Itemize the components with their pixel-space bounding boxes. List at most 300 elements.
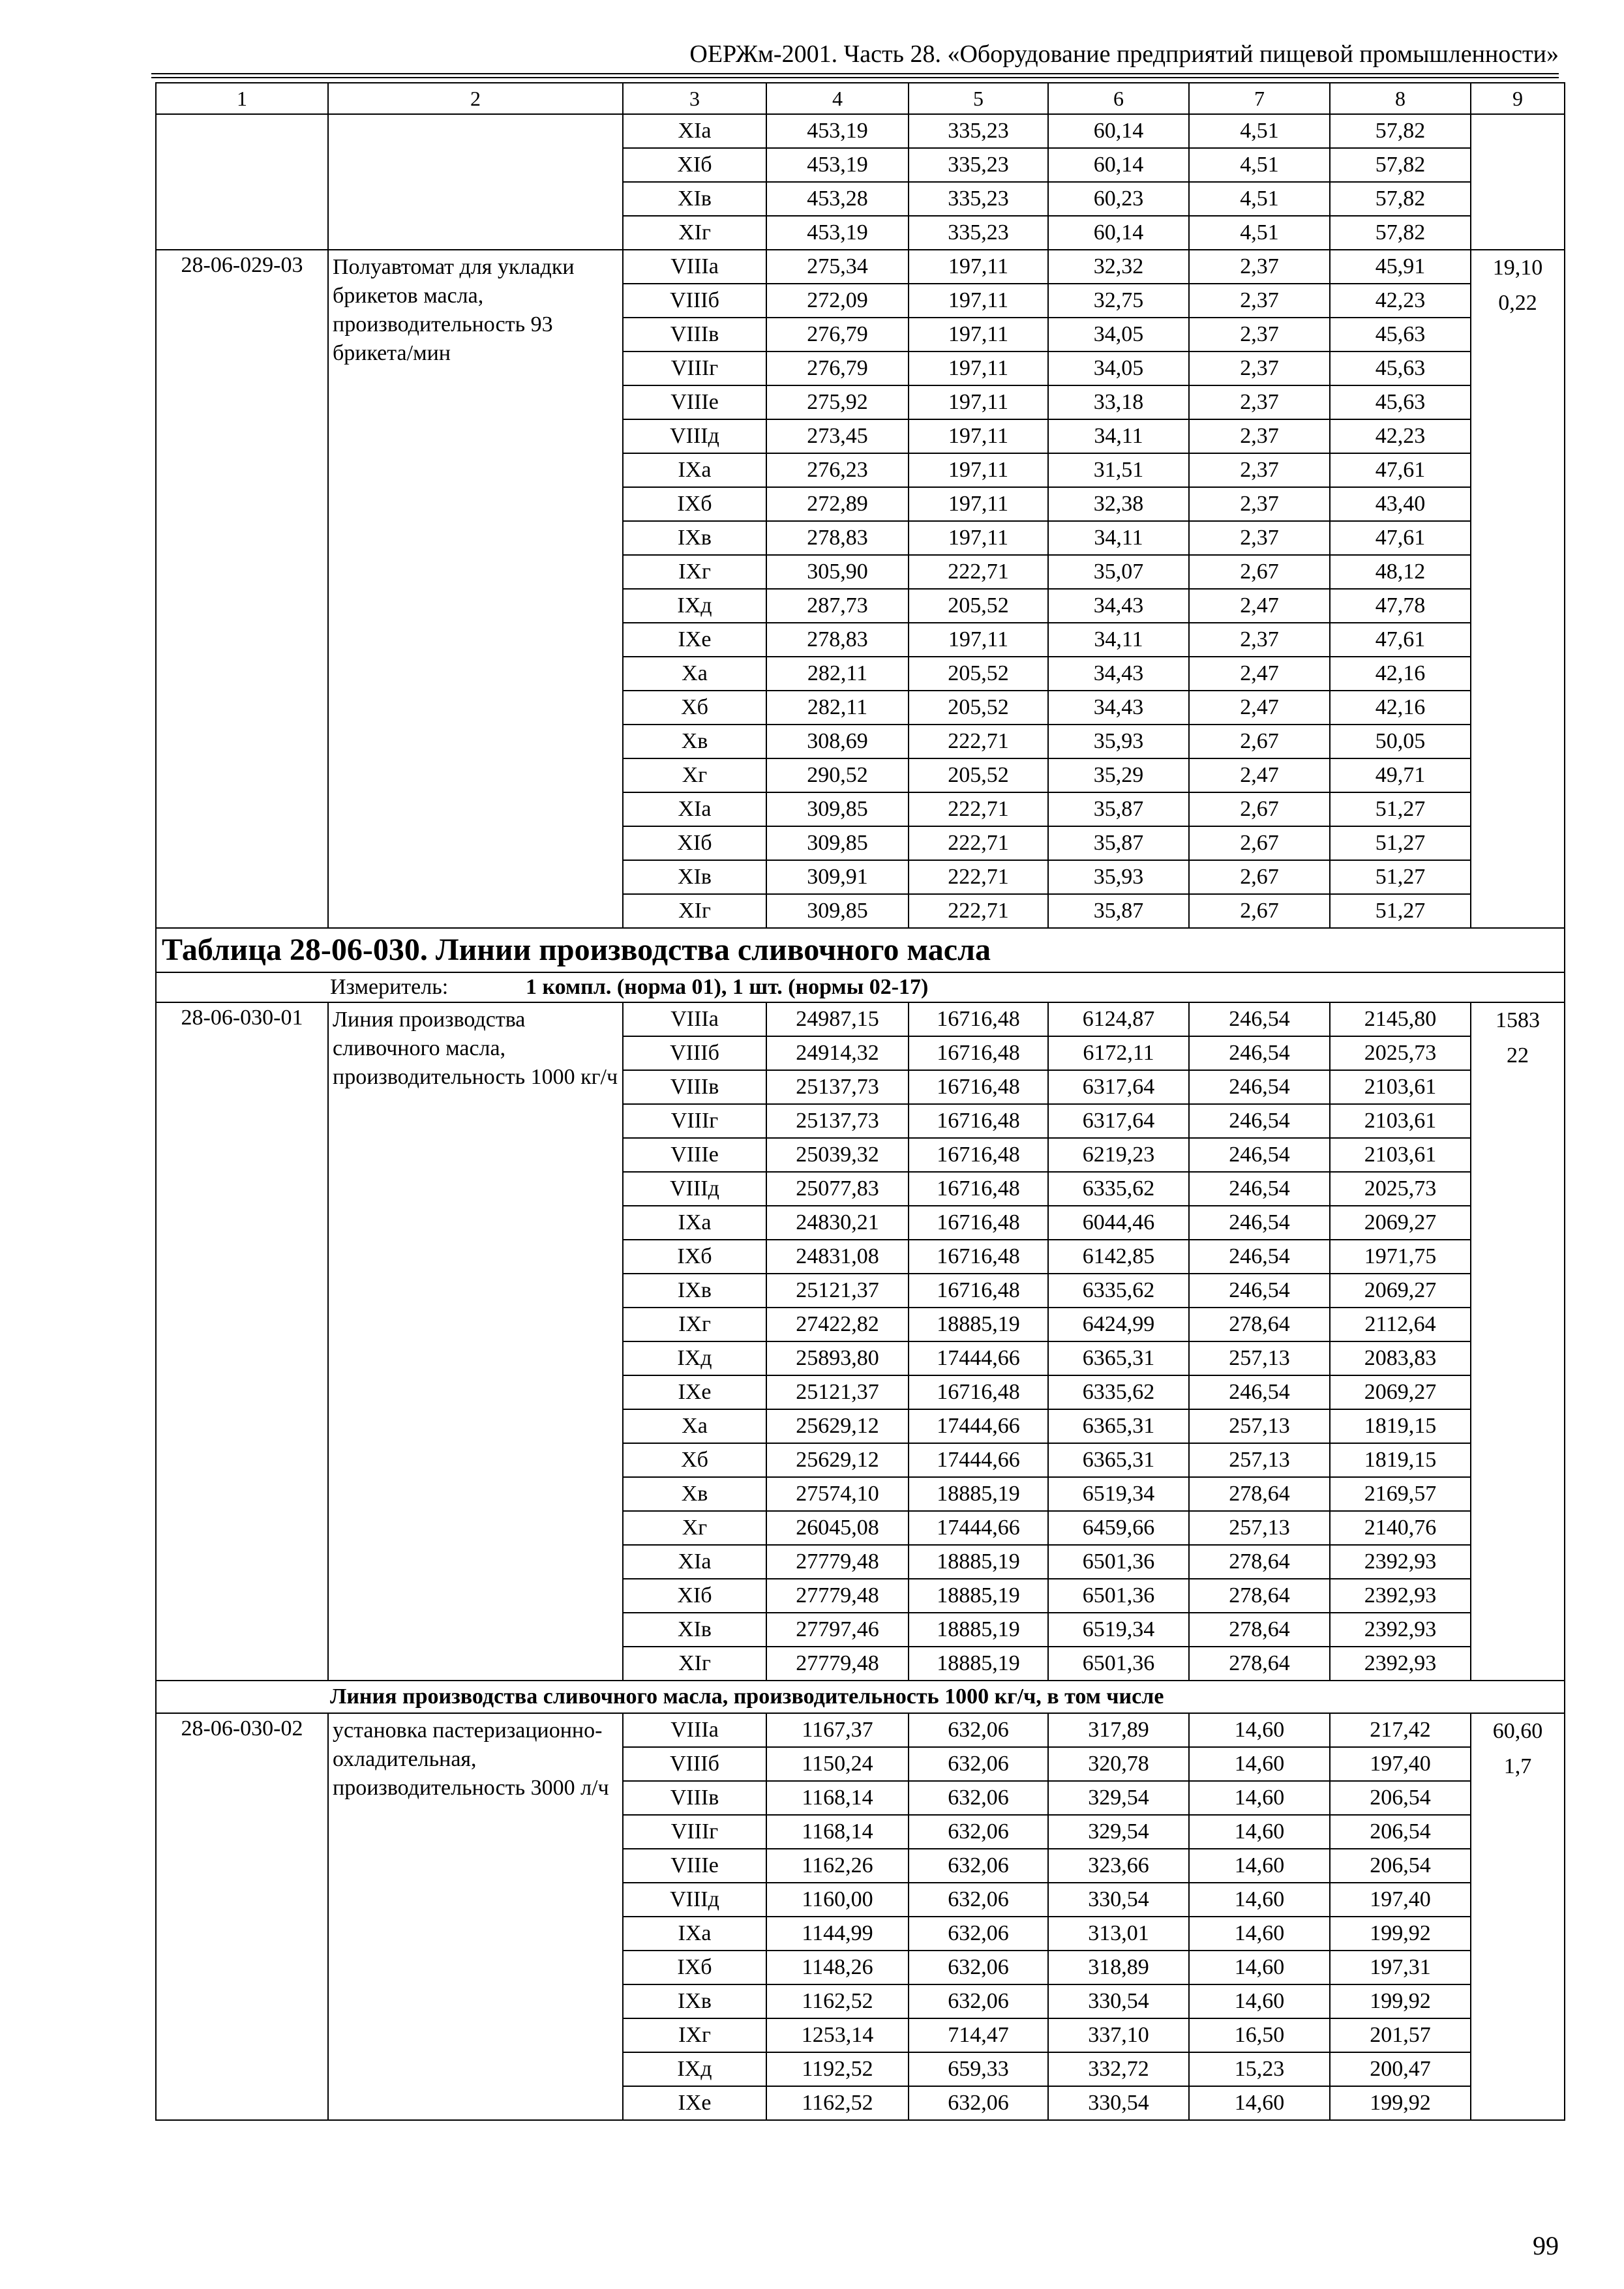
zone-code: VIIIб [623, 1036, 766, 1070]
zone-code: Xб [623, 691, 766, 725]
materials: 48,12 [1330, 555, 1471, 589]
total-cost: 1168,14 [766, 1815, 909, 1849]
machinist-wages: 2,67 [1189, 725, 1330, 758]
total-cost: 25893,80 [766, 1341, 909, 1375]
wages: 197,11 [909, 487, 1048, 521]
machinist-wages: 2,37 [1189, 453, 1330, 487]
machinist-wages: 4,51 [1189, 182, 1330, 216]
machine-operation: 6424,99 [1048, 1308, 1189, 1341]
total-cost: 309,85 [766, 894, 909, 928]
wages: 205,52 [909, 758, 1048, 792]
column-number: 3 [623, 83, 766, 114]
machine-operation: 337,10 [1048, 2018, 1189, 2052]
materials: 2069,27 [1330, 1375, 1471, 1409]
wages: 205,52 [909, 589, 1048, 623]
materials: 217,42 [1330, 1713, 1471, 1747]
machine-operation: 60,23 [1048, 182, 1189, 216]
materials: 51,27 [1330, 792, 1471, 826]
machine-operation: 6317,64 [1048, 1070, 1189, 1104]
rate-description: Полуавтомат для укладки брикетов масла, производительность 93 брикета/мин [328, 250, 623, 928]
column-number: 6 [1048, 83, 1189, 114]
materials: 2112,64 [1330, 1308, 1471, 1341]
machinist-wages: 16,50 [1189, 2018, 1330, 2052]
total-cost: 24831,08 [766, 1240, 909, 1274]
machinist-wages: 2,37 [1189, 385, 1330, 419]
zone-code: IXе [623, 1375, 766, 1409]
total-cost: 25629,12 [766, 1409, 909, 1443]
materials: 199,92 [1330, 2086, 1471, 2120]
zone-code: IXа [623, 1206, 766, 1240]
zone-code: IXе [623, 2086, 766, 2120]
total-cost: 1192,52 [766, 2052, 909, 2086]
wages: 632,06 [909, 1815, 1048, 1849]
wages: 18885,19 [909, 1613, 1048, 1647]
materials: 47,61 [1330, 453, 1471, 487]
materials: 2025,73 [1330, 1172, 1471, 1206]
zone-code: IXв [623, 1274, 766, 1308]
materials: 45,91 [1330, 250, 1471, 284]
total-cost: 25121,37 [766, 1375, 909, 1409]
machinist-wages: 15,23 [1189, 2052, 1330, 2086]
machinist-wages: 278,64 [1189, 1647, 1330, 1681]
machinist-wages: 2,47 [1189, 691, 1330, 725]
zone-code: XIа [623, 114, 766, 148]
materials: 42,16 [1330, 657, 1471, 691]
total-cost: 453,19 [766, 148, 909, 182]
materials: 1819,15 [1330, 1443, 1471, 1477]
total-cost: 305,90 [766, 555, 909, 589]
machine-operation: 330,54 [1048, 1883, 1189, 1917]
materials: 2069,27 [1330, 1206, 1471, 1240]
rate-description: Линия производства сливочного масла, производительность 1000 кг/ч [328, 1002, 623, 1681]
machine-operation: 6317,64 [1048, 1104, 1189, 1138]
machine-operation: 330,54 [1048, 2086, 1189, 2120]
wages: 16716,48 [909, 1070, 1048, 1104]
machine-operation: 34,05 [1048, 352, 1189, 385]
total-cost: 282,11 [766, 691, 909, 725]
machine-operation: 6459,66 [1048, 1511, 1189, 1545]
machinist-wages: 246,54 [1189, 1138, 1330, 1172]
machinist-wages: 278,64 [1189, 1477, 1330, 1511]
wages: 197,11 [909, 250, 1048, 284]
materials: 57,82 [1330, 148, 1471, 182]
wages: 714,47 [909, 2018, 1048, 2052]
materials: 2083,83 [1330, 1341, 1471, 1375]
machine-operation: 6142,85 [1048, 1240, 1189, 1274]
zone-code: VIIIб [623, 284, 766, 318]
rate-description: установка пастеризационно-охладительная, производительность 3000 л/ч [328, 1713, 623, 2120]
total-cost: 309,85 [766, 792, 909, 826]
machinist-wages: 278,64 [1189, 1545, 1330, 1579]
total-cost: 275,34 [766, 250, 909, 284]
materials: 2140,76 [1330, 1511, 1471, 1545]
total-cost: 1144,99 [766, 1917, 909, 1951]
total-cost: 453,19 [766, 114, 909, 148]
materials: 57,82 [1330, 182, 1471, 216]
wages: 16716,48 [909, 1240, 1048, 1274]
zone-code: IXб [623, 1240, 766, 1274]
wages: 632,06 [909, 1984, 1048, 2018]
wages: 335,23 [909, 114, 1048, 148]
zone-code: VIIIд [623, 419, 766, 453]
machinist-wages: 4,51 [1189, 114, 1330, 148]
machinist-wages: 4,51 [1189, 148, 1330, 182]
wages: 335,23 [909, 148, 1048, 182]
materials: 199,92 [1330, 1984, 1471, 2018]
total-cost: 25137,73 [766, 1070, 909, 1104]
total-cost: 1160,00 [766, 1883, 909, 1917]
materials: 200,47 [1330, 2052, 1471, 2086]
wages: 205,52 [909, 657, 1048, 691]
measure-cell [156, 972, 1565, 1002]
machine-operation: 35,87 [1048, 792, 1189, 826]
materials: 199,92 [1330, 1917, 1471, 1951]
machine-operation: 330,54 [1048, 1984, 1189, 2018]
materials: 206,54 [1330, 1815, 1471, 1849]
column-number: 8 [1330, 83, 1471, 114]
zone-code: IXе [623, 623, 766, 657]
machinist-wages: 2,67 [1189, 860, 1330, 894]
zone-code: XIб [623, 826, 766, 860]
zone-code: VIIIа [623, 250, 766, 284]
zone-code: XIб [623, 1579, 766, 1613]
zone-code: VIIIв [623, 1781, 766, 1815]
materials: 43,40 [1330, 487, 1471, 521]
total-cost: 26045,08 [766, 1511, 909, 1545]
rate-code: 28-06-030-02 [156, 1713, 328, 2120]
machinist-wages: 14,60 [1189, 1781, 1330, 1815]
machinist-wages: 2,37 [1189, 521, 1330, 555]
zone-code: VIIIд [623, 1172, 766, 1206]
wages: 16716,48 [909, 1375, 1048, 1409]
wages: 197,11 [909, 284, 1048, 318]
page-number: 99 [1533, 2231, 1559, 2260]
zone-code: IXв [623, 1984, 766, 2018]
zone-code: Xв [623, 725, 766, 758]
table-row [156, 1713, 1565, 1747]
wages: 16716,48 [909, 1104, 1048, 1138]
zone-code: IXд [623, 1341, 766, 1375]
total-cost: 273,45 [766, 419, 909, 453]
materials: 1819,15 [1330, 1409, 1471, 1443]
zone-code: Xб [623, 1443, 766, 1477]
machine-operation: 6335,62 [1048, 1172, 1189, 1206]
column-number: 9 [1471, 83, 1565, 114]
machine-operation: 6501,36 [1048, 1647, 1189, 1681]
measure-value: 1 компл. (норма 01), 1 шт. (нормы 02-17) [526, 975, 929, 999]
machine-operation: 32,32 [1048, 250, 1189, 284]
wages: 16716,48 [909, 1036, 1048, 1070]
machine-operation: 60,14 [1048, 216, 1189, 250]
machine-operation: 6335,62 [1048, 1375, 1189, 1409]
labor-workers: 60,60 [1492, 1719, 1543, 1743]
column-number: 4 [766, 83, 909, 114]
total-cost: 27574,10 [766, 1477, 909, 1511]
machine-operation: 323,66 [1048, 1849, 1189, 1883]
total-cost: 1162,52 [766, 2086, 909, 2120]
machinist-wages: 2,37 [1189, 250, 1330, 284]
zone-code: IXб [623, 1951, 766, 1984]
materials: 2392,93 [1330, 1613, 1471, 1647]
table-title: Таблица 28-06-030. Линии производства сливочного масла [156, 928, 1565, 972]
total-cost: 1162,26 [766, 1849, 909, 1883]
machinist-wages: 2,37 [1189, 284, 1330, 318]
rates-table [155, 82, 1565, 2121]
machine-operation: 332,72 [1048, 2052, 1189, 2086]
zone-code: IXа [623, 453, 766, 487]
section-heading-row [156, 1681, 1565, 1713]
zone-code: XIг [623, 216, 766, 250]
zone-code: IXг [623, 1308, 766, 1341]
total-cost: 275,92 [766, 385, 909, 419]
zone-code: IXд [623, 2052, 766, 2086]
zone-code: VIIIв [623, 1070, 766, 1104]
machinist-wages: 246,54 [1189, 1070, 1330, 1104]
wages: 16716,48 [909, 1138, 1048, 1172]
wages: 17444,66 [909, 1443, 1048, 1477]
wages: 18885,19 [909, 1308, 1048, 1341]
machinist-wages: 2,37 [1189, 318, 1330, 352]
labor-costs [1471, 1713, 1565, 2120]
materials: 47,61 [1330, 521, 1471, 555]
zone-code: XIв [623, 1613, 766, 1647]
wages: 18885,19 [909, 1579, 1048, 1613]
machinist-wages: 246,54 [1189, 1104, 1330, 1138]
machinist-wages: 257,13 [1189, 1443, 1330, 1477]
wages: 222,71 [909, 792, 1048, 826]
total-cost: 25121,37 [766, 1274, 909, 1308]
machine-operation: 329,54 [1048, 1781, 1189, 1815]
total-cost: 25629,12 [766, 1443, 909, 1477]
total-cost: 27779,48 [766, 1647, 909, 1681]
labor-machinists: 22 [1507, 1043, 1529, 1068]
wages: 632,06 [909, 1917, 1048, 1951]
wages: 197,11 [909, 352, 1048, 385]
zone-code: IXг [623, 555, 766, 589]
wages: 632,06 [909, 1781, 1048, 1815]
wages: 17444,66 [909, 1511, 1048, 1545]
wages: 197,11 [909, 623, 1048, 657]
total-cost: 27779,48 [766, 1579, 909, 1613]
zone-code: VIIIе [623, 1849, 766, 1883]
machinist-wages: 2,67 [1189, 826, 1330, 860]
total-cost: 278,83 [766, 623, 909, 657]
machine-operation: 6044,46 [1048, 1206, 1189, 1240]
machine-operation: 6519,34 [1048, 1477, 1189, 1511]
wages: 18885,19 [909, 1545, 1048, 1579]
total-cost: 1148,26 [766, 1951, 909, 1984]
machinist-wages: 257,13 [1189, 1409, 1330, 1443]
zone-code: VIIIа [623, 1713, 766, 1747]
total-cost: 24830,21 [766, 1206, 909, 1240]
total-cost: 25137,73 [766, 1104, 909, 1138]
rate-code-empty [156, 114, 328, 250]
total-cost: 287,73 [766, 589, 909, 623]
wages: 335,23 [909, 216, 1048, 250]
wages: 659,33 [909, 2052, 1048, 2086]
materials: 197,31 [1330, 1951, 1471, 1984]
machine-operation: 34,05 [1048, 318, 1189, 352]
machine-operation: 34,43 [1048, 589, 1189, 623]
wages: 18885,19 [909, 1647, 1048, 1681]
wages: 222,71 [909, 826, 1048, 860]
wages: 16716,48 [909, 1002, 1048, 1036]
machinist-wages: 2,37 [1189, 419, 1330, 453]
total-cost: 290,52 [766, 758, 909, 792]
machinist-wages: 2,67 [1189, 792, 1330, 826]
total-cost: 276,79 [766, 318, 909, 352]
column-number: 2 [328, 83, 623, 114]
machine-operation: 32,38 [1048, 487, 1189, 521]
machine-operation: 35,93 [1048, 860, 1189, 894]
wages: 335,23 [909, 182, 1048, 216]
total-cost: 25077,83 [766, 1172, 909, 1206]
machine-operation: 34,11 [1048, 521, 1189, 555]
machinist-wages: 14,60 [1189, 1883, 1330, 1917]
materials: 47,78 [1330, 589, 1471, 623]
zone-code: Xг [623, 1511, 766, 1545]
machine-operation: 35,07 [1048, 555, 1189, 589]
machinist-wages: 14,60 [1189, 1984, 1330, 2018]
materials: 47,61 [1330, 623, 1471, 657]
zone-code: VIIIг [623, 1815, 766, 1849]
machine-operation: 35,87 [1048, 826, 1189, 860]
machine-operation: 35,29 [1048, 758, 1189, 792]
materials: 206,54 [1330, 1849, 1471, 1883]
total-cost: 282,11 [766, 657, 909, 691]
machine-operation: 6219,23 [1048, 1138, 1189, 1172]
zone-code: XIг [623, 894, 766, 928]
labor-workers: 1583 [1496, 1008, 1540, 1032]
wages: 222,71 [909, 860, 1048, 894]
total-cost: 1253,14 [766, 2018, 909, 2052]
total-cost: 27779,48 [766, 1545, 909, 1579]
total-cost: 24987,15 [766, 1002, 909, 1036]
column-number: 5 [909, 83, 1048, 114]
machine-operation: 6365,31 [1048, 1341, 1189, 1375]
wages: 632,06 [909, 1883, 1048, 1917]
table-row [156, 1002, 1565, 1036]
machinist-wages: 14,60 [1189, 1917, 1330, 1951]
materials: 2145,80 [1330, 1002, 1471, 1036]
materials: 51,27 [1330, 860, 1471, 894]
wages: 16716,48 [909, 1274, 1048, 1308]
materials: 51,27 [1330, 894, 1471, 928]
machine-operation: 6365,31 [1048, 1409, 1189, 1443]
wages: 17444,66 [909, 1409, 1048, 1443]
materials: 50,05 [1330, 725, 1471, 758]
materials: 2392,93 [1330, 1647, 1471, 1681]
materials: 2392,93 [1330, 1545, 1471, 1579]
zone-code: Xа [623, 1409, 766, 1443]
machine-operation: 6172,11 [1048, 1036, 1189, 1070]
wages: 197,11 [909, 453, 1048, 487]
materials: 2069,27 [1330, 1274, 1471, 1308]
materials: 1971,75 [1330, 1240, 1471, 1274]
total-cost: 24914,32 [766, 1036, 909, 1070]
machinist-wages: 14,60 [1189, 1951, 1330, 1984]
total-cost: 309,91 [766, 860, 909, 894]
rate-code: 28-06-030-01 [156, 1002, 328, 1681]
machinist-wages: 246,54 [1189, 1375, 1330, 1409]
zone-code: XIа [623, 792, 766, 826]
wages: 18885,19 [909, 1477, 1048, 1511]
zone-code: XIв [623, 182, 766, 216]
zone-code: IXа [623, 1917, 766, 1951]
machinist-wages: 2,47 [1189, 657, 1330, 691]
machine-operation: 6365,31 [1048, 1443, 1189, 1477]
machine-operation: 6501,36 [1048, 1579, 1189, 1613]
wages: 222,71 [909, 555, 1048, 589]
zone-code: IXб [623, 487, 766, 521]
zone-code: VIIIг [623, 352, 766, 385]
zone-code: XIв [623, 860, 766, 894]
wages: 222,71 [909, 725, 1048, 758]
materials: 2103,61 [1330, 1104, 1471, 1138]
rate-code: 28-06-029-03 [156, 250, 328, 928]
total-cost: 453,19 [766, 216, 909, 250]
machine-operation: 313,01 [1048, 1917, 1189, 1951]
wages: 632,06 [909, 1713, 1048, 1747]
section-heading: Линия производства сливочного масла, производительность 1000 кг/ч, в том числе [156, 1681, 1565, 1713]
machine-operation: 34,11 [1048, 419, 1189, 453]
machinist-wages: 278,64 [1189, 1308, 1330, 1341]
machine-operation: 34,11 [1048, 623, 1189, 657]
materials: 45,63 [1330, 385, 1471, 419]
total-cost: 308,69 [766, 725, 909, 758]
wages: 16716,48 [909, 1172, 1048, 1206]
machine-operation: 34,43 [1048, 657, 1189, 691]
zone-code: IXд [623, 589, 766, 623]
machine-operation: 329,54 [1048, 1815, 1189, 1849]
machine-operation: 318,89 [1048, 1951, 1189, 1984]
wages: 632,06 [909, 1849, 1048, 1883]
labor-costs [1471, 250, 1565, 928]
wages: 197,11 [909, 318, 1048, 352]
machinist-wages: 246,54 [1189, 1274, 1330, 1308]
total-cost: 276,23 [766, 453, 909, 487]
machinist-wages: 246,54 [1189, 1036, 1330, 1070]
materials: 51,27 [1330, 826, 1471, 860]
wages: 197,11 [909, 521, 1048, 555]
column-number: 7 [1189, 83, 1330, 114]
total-cost: 1162,52 [766, 1984, 909, 2018]
total-cost: 272,09 [766, 284, 909, 318]
wages: 205,52 [909, 691, 1048, 725]
zone-code: XIг [623, 1647, 766, 1681]
measure-label: Измеритель: [330, 975, 449, 999]
materials: 2169,57 [1330, 1477, 1471, 1511]
zone-code: IXг [623, 2018, 766, 2052]
machinist-wages: 14,60 [1189, 1747, 1330, 1781]
total-cost: 276,79 [766, 352, 909, 385]
wages: 222,71 [909, 894, 1048, 928]
zone-code: Xа [623, 657, 766, 691]
machine-operation: 317,89 [1048, 1713, 1189, 1747]
wages: 17444,66 [909, 1341, 1048, 1375]
materials: 197,40 [1330, 1747, 1471, 1781]
total-cost: 278,83 [766, 521, 909, 555]
machinist-wages: 257,13 [1189, 1511, 1330, 1545]
machine-operation: 35,87 [1048, 894, 1189, 928]
total-cost: 453,28 [766, 182, 909, 216]
machinist-wages: 257,13 [1189, 1341, 1330, 1375]
materials: 42,23 [1330, 419, 1471, 453]
materials: 57,82 [1330, 114, 1471, 148]
machinist-wages: 2,37 [1189, 352, 1330, 385]
materials: 42,23 [1330, 284, 1471, 318]
zone-code: IXв [623, 521, 766, 555]
